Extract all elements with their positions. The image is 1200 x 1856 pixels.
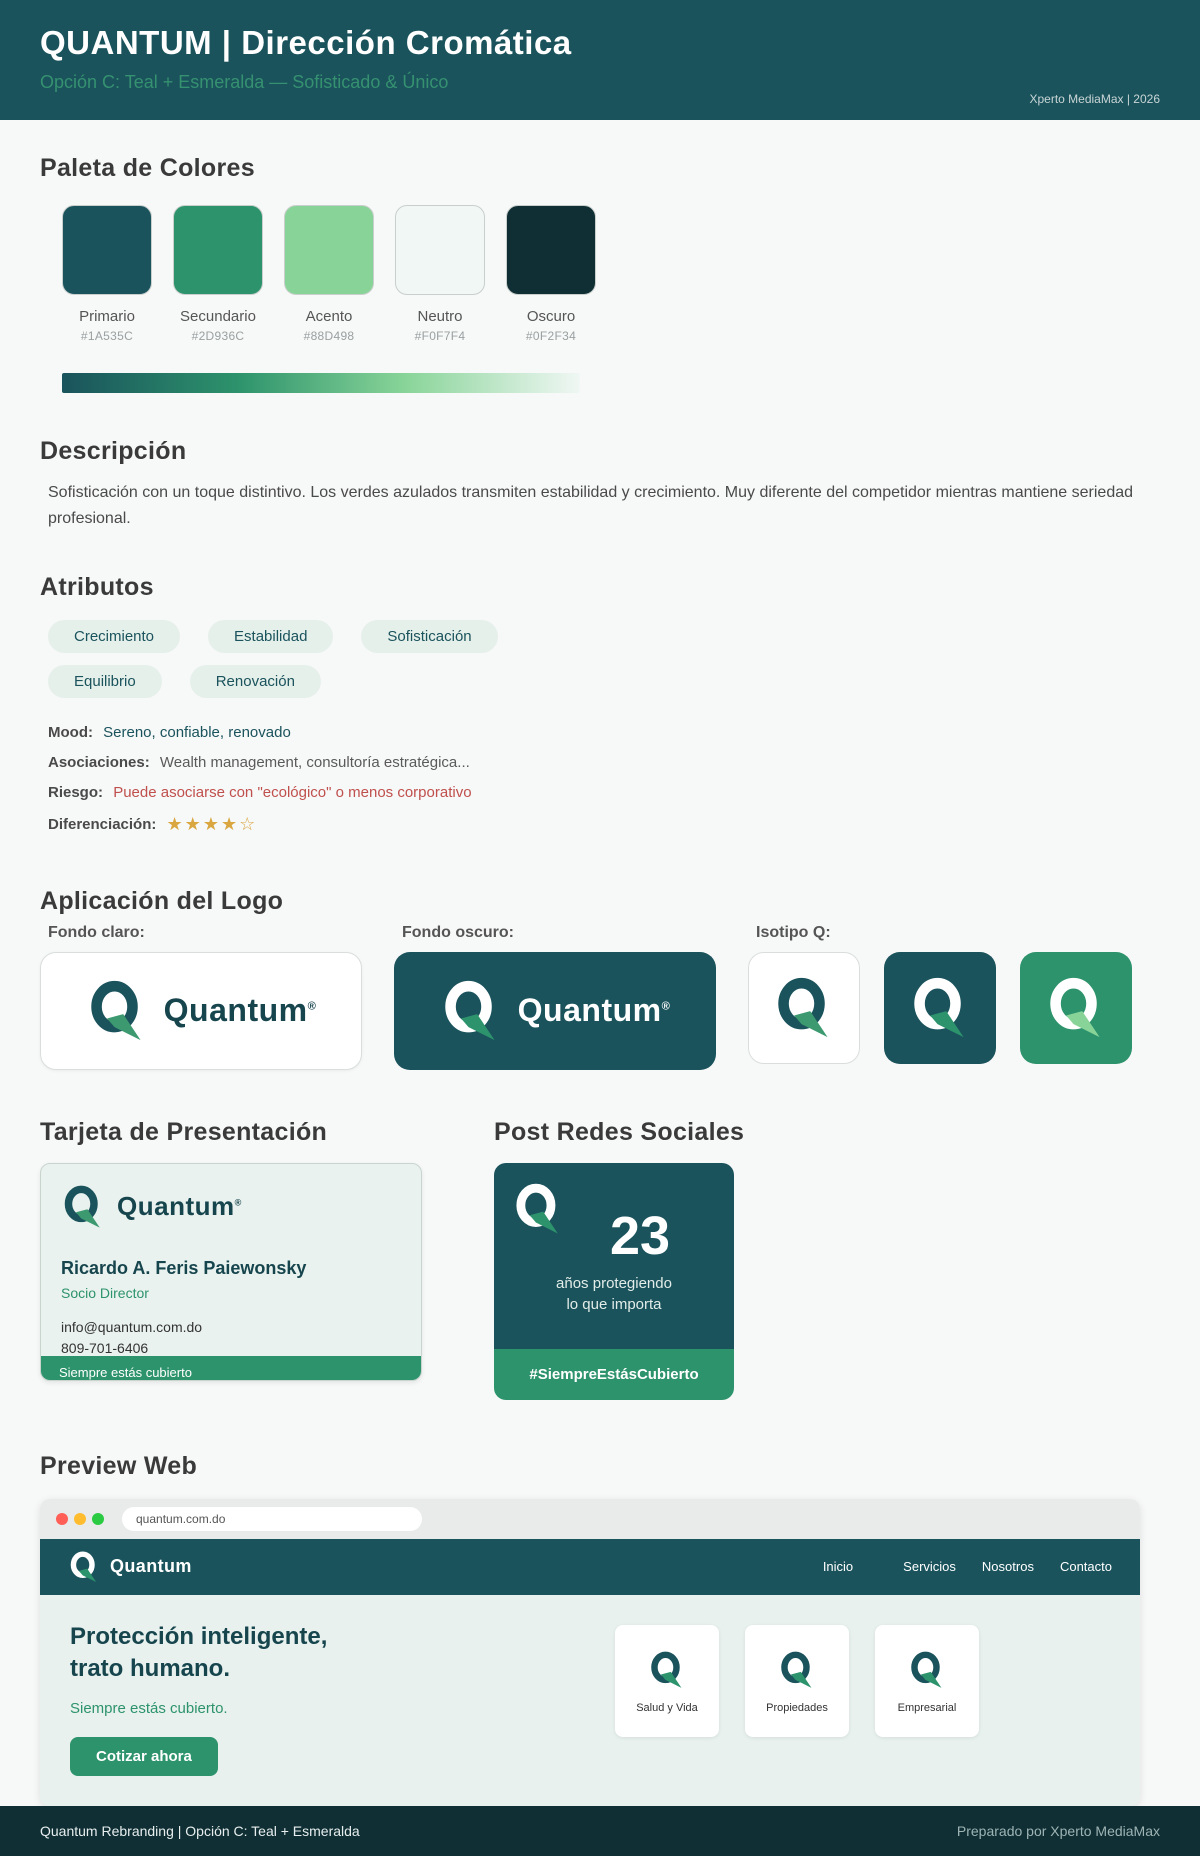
logo-application-row bbox=[40, 924, 1160, 1070]
quantum-q-icon bbox=[648, 1648, 686, 1692]
service-cards bbox=[615, 1625, 979, 1776]
registered-mark: ® bbox=[234, 1197, 242, 1208]
isotype-tiles bbox=[748, 952, 1132, 1064]
bizcard-phone: 809-701-6406 bbox=[61, 1339, 149, 1356]
business-card bbox=[40, 1163, 422, 1381]
swatch-neutro bbox=[395, 205, 485, 343]
bizcard-tagline-bar: Siempre estás cubierto bbox=[41, 1356, 421, 1381]
cta-button[interactable]: Cotizar ahora bbox=[70, 1737, 218, 1776]
url-bar: quantum.com.do bbox=[122, 1507, 422, 1531]
quantum-q-icon bbox=[908, 1648, 946, 1692]
star-rating-icon: ★★★★☆ bbox=[166, 813, 258, 834]
mood-value: Sereno, confiable, renovado bbox=[103, 723, 291, 741]
chip-estabilidad: Estabilidad bbox=[208, 620, 333, 653]
quantum-q-icon bbox=[778, 1648, 816, 1692]
page-subtitle: Opción C: Teal + Esmeralda — Sofisticado & Único bbox=[40, 72, 449, 92]
bizcard-role: Socio Director bbox=[61, 1284, 149, 1301]
associations-line bbox=[48, 754, 1160, 771]
footer-left-text: Quantum Rebranding | Opción C: Teal + Esmeralda bbox=[40, 1822, 360, 1839]
swatch-name: Secundario bbox=[180, 308, 256, 325]
risk-value: Puede asociarse con "ecológico" o menos corporativo bbox=[113, 783, 472, 801]
quantum-q-icon bbox=[1045, 973, 1107, 1043]
isotype-tile-white bbox=[748, 952, 860, 1064]
nav-item-nosotros[interactable]: Nosotros bbox=[981, 1559, 1034, 1575]
associations-value: Wealth management, consultoría estratégica... bbox=[159, 753, 470, 771]
quantum-wordmark: Quantum® bbox=[117, 1191, 242, 1222]
palette-gradient-bar bbox=[62, 373, 580, 393]
logo-dark-label: Fondo oscuro: bbox=[402, 923, 514, 941]
chip-sofisticacion: Sofisticación bbox=[361, 620, 497, 653]
swatch-name: Acento bbox=[305, 308, 353, 325]
social-post-card bbox=[494, 1163, 734, 1400]
nav-item-servicios[interactable]: Servicios bbox=[903, 1559, 956, 1575]
swatch-color-secundario bbox=[173, 205, 263, 295]
hero-copy bbox=[70, 1621, 490, 1776]
social-hashtag-bar: #SiempreEstásCubierto bbox=[494, 1349, 734, 1400]
isotype-label: Isotipo Q: bbox=[756, 923, 831, 941]
service-card-salud bbox=[615, 1625, 719, 1737]
footer-right-text: Preparado por Xperto MediaMax bbox=[956, 1822, 1160, 1839]
page-title: QUANTUM | Dirección Cromática bbox=[40, 24, 572, 61]
swatch-color-acento bbox=[284, 205, 374, 295]
bizcard-person-name: Ricardo A. Feris Paiewonsky bbox=[61, 1257, 307, 1278]
web-section-title: Preview Web bbox=[40, 1451, 198, 1480]
quantum-q-icon bbox=[440, 976, 502, 1046]
service-card-propiedades bbox=[745, 1625, 849, 1737]
logo-card-dark bbox=[394, 952, 716, 1070]
description-text: Sofisticación con un toque distintivo. Los verdes azulados transmiten estabilidad y crecimiento. Muy diferente del competidor mientras mantiene seriedad profesional. bbox=[48, 484, 1134, 528]
social-number: 23 bbox=[609, 1205, 671, 1266]
isotype-group bbox=[748, 924, 1132, 1064]
page-header bbox=[0, 0, 1200, 120]
quantum-q-icon bbox=[773, 973, 835, 1043]
registered-mark: ® bbox=[307, 1000, 317, 1013]
service-label: Empresarial bbox=[897, 1701, 957, 1714]
site-navbar bbox=[40, 1539, 1140, 1595]
social-caption-line2: lo que importa bbox=[566, 1295, 662, 1313]
swatch-primario bbox=[62, 205, 152, 343]
browser-mockup bbox=[40, 1499, 1140, 1806]
logo-dark-group bbox=[394, 924, 716, 1070]
swatch-hex: #F0F7F4 bbox=[414, 329, 466, 343]
swatch-color-primario bbox=[62, 205, 152, 295]
differentiation-label: Diferenciación: bbox=[48, 815, 157, 833]
description-section-title: Descripción bbox=[40, 437, 187, 465]
nav-item-contacto[interactable]: Contacto bbox=[1059, 1559, 1112, 1575]
isotype-tile-green bbox=[1020, 952, 1132, 1064]
mood-line bbox=[48, 724, 1160, 741]
quantum-q-icon bbox=[909, 973, 971, 1043]
isotype-tile-teal bbox=[884, 952, 996, 1064]
social-section-title: Post Redes Sociales bbox=[494, 1117, 745, 1146]
agency-credit: Xperto MediaMax | 2026 bbox=[1029, 92, 1160, 106]
swatch-hex: #0F2F34 bbox=[525, 329, 577, 343]
quantum-q-icon bbox=[512, 1179, 564, 1239]
social-post-top bbox=[494, 1163, 734, 1349]
swatch-name: Neutro bbox=[417, 308, 463, 325]
site-nav-menu bbox=[823, 1559, 1112, 1574]
differentiation-line bbox=[48, 814, 1160, 835]
swatch-acento bbox=[284, 205, 374, 343]
quantum-q-icon bbox=[68, 1548, 100, 1586]
risk-line bbox=[48, 784, 1160, 801]
bizcard-column bbox=[40, 1118, 422, 1400]
attribute-chips bbox=[48, 620, 608, 698]
logo-light-group bbox=[40, 924, 362, 1070]
quantum-wordmark: Quantum® bbox=[163, 992, 317, 1029]
swatch-color-oscuro bbox=[506, 205, 596, 295]
chip-equilibrio: Equilibrio bbox=[48, 665, 162, 698]
service-card-empresarial bbox=[875, 1625, 979, 1737]
chip-renovacion: Renovación bbox=[190, 665, 321, 698]
registered-mark: ® bbox=[661, 1000, 671, 1013]
attributes-section-title: Atributos bbox=[40, 572, 154, 601]
logo-section-title: Aplicación del Logo bbox=[40, 886, 284, 915]
swatch-name: Primario bbox=[79, 308, 135, 325]
browser-chrome-bar bbox=[40, 1499, 1140, 1539]
bizcard-section-title: Tarjeta de Presentación bbox=[40, 1117, 328, 1146]
nav-item-inicio[interactable]: Inicio bbox=[822, 1559, 854, 1575]
site-brand bbox=[68, 1548, 192, 1586]
quantum-q-icon bbox=[86, 976, 148, 1046]
hero-subline: Siempre estás cubierto. bbox=[70, 1699, 228, 1717]
attribute-details bbox=[48, 724, 1160, 835]
logo-light-label: Fondo claro: bbox=[48, 923, 145, 941]
service-label: Salud y Vida bbox=[636, 1701, 698, 1714]
swatch-secundario bbox=[173, 205, 263, 343]
traffic-light-close-icon bbox=[56, 1513, 68, 1525]
hero-headline: Protección inteligente, trato humano. bbox=[70, 1622, 328, 1683]
associations-label: Asociaciones: bbox=[48, 753, 150, 771]
quantum-wordmark: Quantum® bbox=[517, 992, 671, 1029]
palette-section-title: Paleta de Colores bbox=[40, 154, 255, 182]
chip-crecimiento: Crecimiento bbox=[48, 620, 180, 653]
swatch-hex: #2D936C bbox=[191, 329, 245, 343]
risk-label: Riesgo: bbox=[48, 783, 104, 801]
bizcard-email: info@quantum.com.do bbox=[61, 1318, 203, 1335]
service-label: Propiedades bbox=[766, 1701, 828, 1714]
site-hero bbox=[40, 1595, 1140, 1806]
traffic-light-minimize-icon bbox=[74, 1513, 86, 1525]
site-brand-name: Quantum bbox=[110, 1556, 192, 1577]
logo-card-light bbox=[40, 952, 362, 1070]
swatch-hex: #1A535C bbox=[80, 329, 134, 343]
page-footer bbox=[0, 1806, 1200, 1856]
traffic-light-expand-icon bbox=[92, 1513, 104, 1525]
mood-label: Mood: bbox=[48, 723, 93, 741]
swatch-name: Oscuro bbox=[526, 308, 576, 325]
swatch-hex: #88D498 bbox=[303, 329, 355, 343]
social-caption-line1: años protegiendo bbox=[556, 1274, 672, 1292]
social-column bbox=[494, 1118, 744, 1400]
quantum-q-icon bbox=[61, 1182, 105, 1232]
swatch-color-neutro bbox=[395, 205, 485, 295]
bizcard-logo bbox=[61, 1182, 401, 1232]
swatch-oscuro bbox=[506, 205, 596, 343]
swatch-row bbox=[62, 205, 1160, 343]
